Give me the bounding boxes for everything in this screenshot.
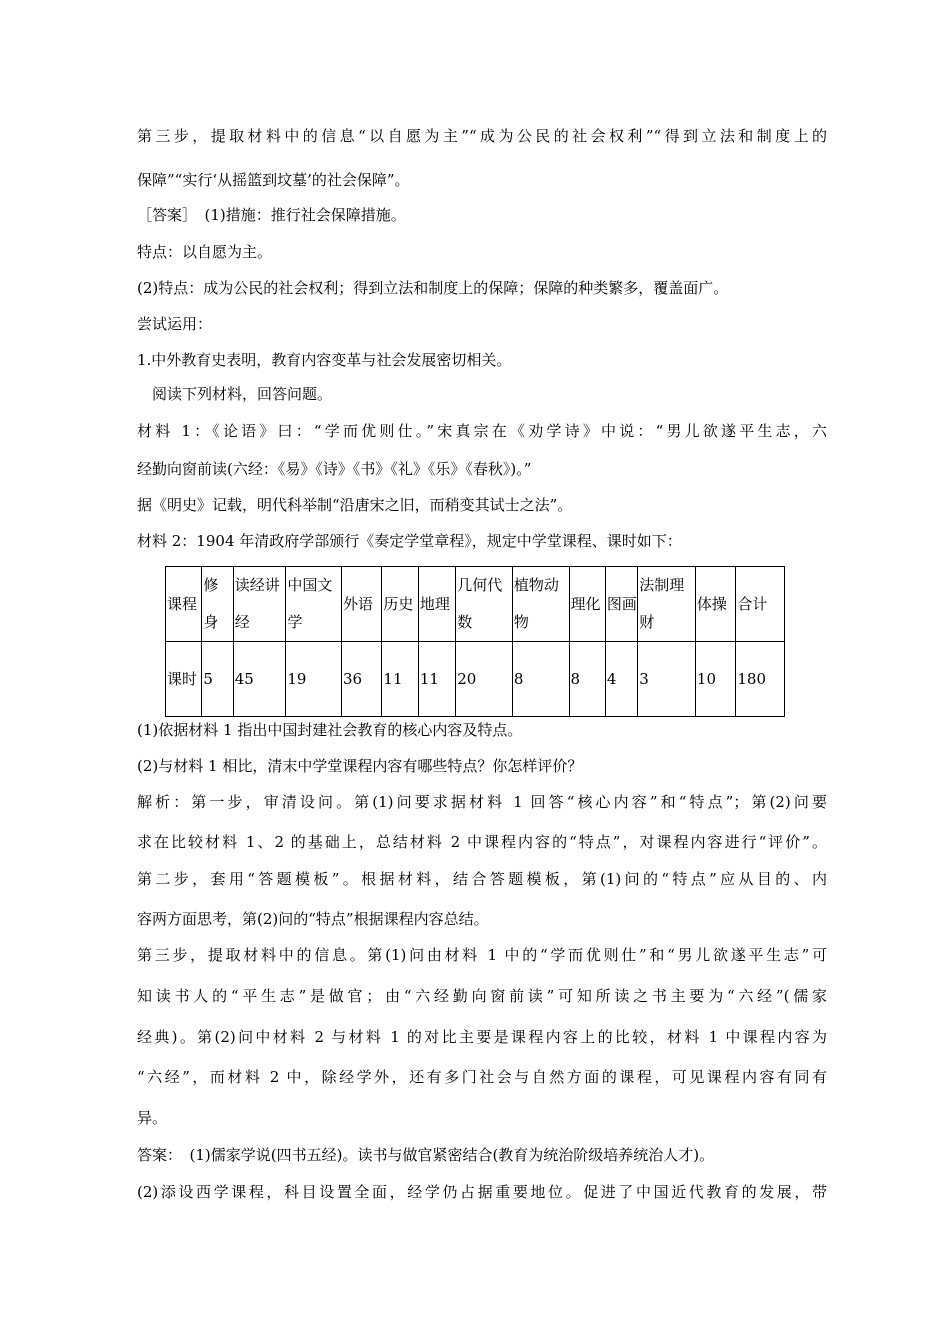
material-line: 材料 2：1904 年清政府学部颁行《奏定学堂章程》，规定中学堂课程、课时如下： <box>137 532 682 550</box>
table-cell: 体操 <box>695 567 735 642</box>
table-cell: 4 <box>605 642 637 717</box>
analysis-line: 第三步，提取材料中的信息。第(1)问由材料 1 中的“学而优则仕”和“男儿欲遂平生志”可 <box>137 946 827 964</box>
table-cell: 19 <box>286 642 342 717</box>
table-cell: 中国文学 <box>286 567 342 642</box>
table-cell: 11 <box>382 642 418 717</box>
table-cell: 图画 <box>605 567 637 642</box>
answer-line: 答案： (1)儒家学说(四书五经)。读书与做官紧密结合(教育为统治阶级培养统治人才)。 <box>137 1146 715 1164</box>
table-cell: 植物动物 <box>512 567 569 642</box>
section-heading: 尝试运用： <box>137 315 213 333</box>
table-cell: 地理 <box>418 567 455 642</box>
material-line: 据《明史》记载，明代科举制“沿唐宋之旧，而稍变其试士之法”。 <box>137 496 573 514</box>
analysis-line: 知读书人的“平生志”是做官；由“六经勤向窗前读”可知所读之书主要为“六经”(儒家 <box>137 987 827 1005</box>
table-cell: 历史 <box>382 567 418 642</box>
analysis-line: “六经”，而材料 2 中，除经学外，还有多门社会与自然方面的课程，可见课程内容有同有 <box>137 1068 827 1086</box>
table-cell: 8 <box>569 642 605 717</box>
question-line: (1)依据材料 1 指出中国封建社会教育的核心内容及特点。 <box>137 721 523 739</box>
question-line: (2)与材料 1 相比，清末中学堂课程内容有哪些特点？你怎样评价？ <box>137 757 583 775</box>
answer-line: ［答案］ (1)措施：推行社会保障措施。 <box>137 206 406 224</box>
answer-line: (2)添设西学课程，科目设置全面，经学仍占据重要地位。促进了中国近代教育的发展，带 <box>137 1183 827 1201</box>
table-cell: 8 <box>512 642 569 717</box>
instruction-line: 阅读下列材料，回答问题。 <box>137 385 333 403</box>
analysis-line: 容两方面思考，第(2)问的“特点”根据课程内容总结。 <box>137 910 489 928</box>
table-cell: 3 <box>638 642 696 717</box>
table-cell: 课程 <box>166 567 202 642</box>
table-cell: 读经讲经 <box>233 567 286 642</box>
table-cell: 法制理财 <box>638 567 696 642</box>
table-cell: 课时 <box>166 642 202 717</box>
curriculum-table <box>165 566 785 717</box>
table-cell: 5 <box>202 642 233 717</box>
table-cell: 理化 <box>569 567 605 642</box>
table-row-hours <box>166 642 785 717</box>
table-cell: 36 <box>341 642 381 717</box>
table-cell: 外语 <box>341 567 381 642</box>
paragraph-line: 保障”“实行‘从摇篮到坟墓’的社会保障”。 <box>137 171 410 189</box>
table-cell: 10 <box>695 642 735 717</box>
table-cell: 20 <box>456 642 513 717</box>
analysis-line: 异。 <box>137 1109 168 1127</box>
table-row-courses <box>166 567 785 642</box>
table-cell: 11 <box>418 642 455 717</box>
paragraph-line: 第三步，提取材料中的信息“以自愿为主”“成为公民的社会权利”“得到立法和制度上的 <box>137 127 827 145</box>
table-cell: 180 <box>736 642 785 717</box>
material-line: 经勤向窗前读(六经：《易》《诗》《书》《礼》《乐》《春秋》)。” <box>137 460 532 478</box>
table-cell: 合计 <box>736 567 785 642</box>
paragraph-line: 特点：以自愿为主。 <box>137 243 273 261</box>
analysis-line: 第二步，套用“答题模板”。根据材料，结合答题模板，第(1)问的“特点”应从目的、内 <box>137 870 827 888</box>
table-cell: 修身 <box>202 567 233 642</box>
paragraph-line: (2)特点：成为公民的社会权利；得到立法和制度上的保障；保障的种类繁多，覆盖面广。 <box>137 279 729 297</box>
material-line: 材料 1：《论语》曰：“学而优则仕。”宋真宗在《劝学诗》中说：“男儿欲遂平生志，六 <box>137 422 827 440</box>
analysis-line: 求在比较材料 1、2 的基础上，总结材料 2 中课程内容的“特点”，对课程内容进行“评价”。 <box>137 833 827 851</box>
analysis-line: 解析：第一步，审清设问。第(1)问要求据材料 1 回答“核心内容”和“特点”；第(2)问要 <box>137 793 827 811</box>
analysis-line: 经典)。第(2)问中材料 2 与材料 1 的对比主要是课程内容上的比较，材料 1 中课程内容为 <box>137 1028 827 1046</box>
table-cell: 几何代数 <box>456 567 513 642</box>
table-cell: 45 <box>233 642 286 717</box>
question-stem: 1.中外教育史表明，教育内容变革与社会发展密切相关。 <box>137 351 512 369</box>
